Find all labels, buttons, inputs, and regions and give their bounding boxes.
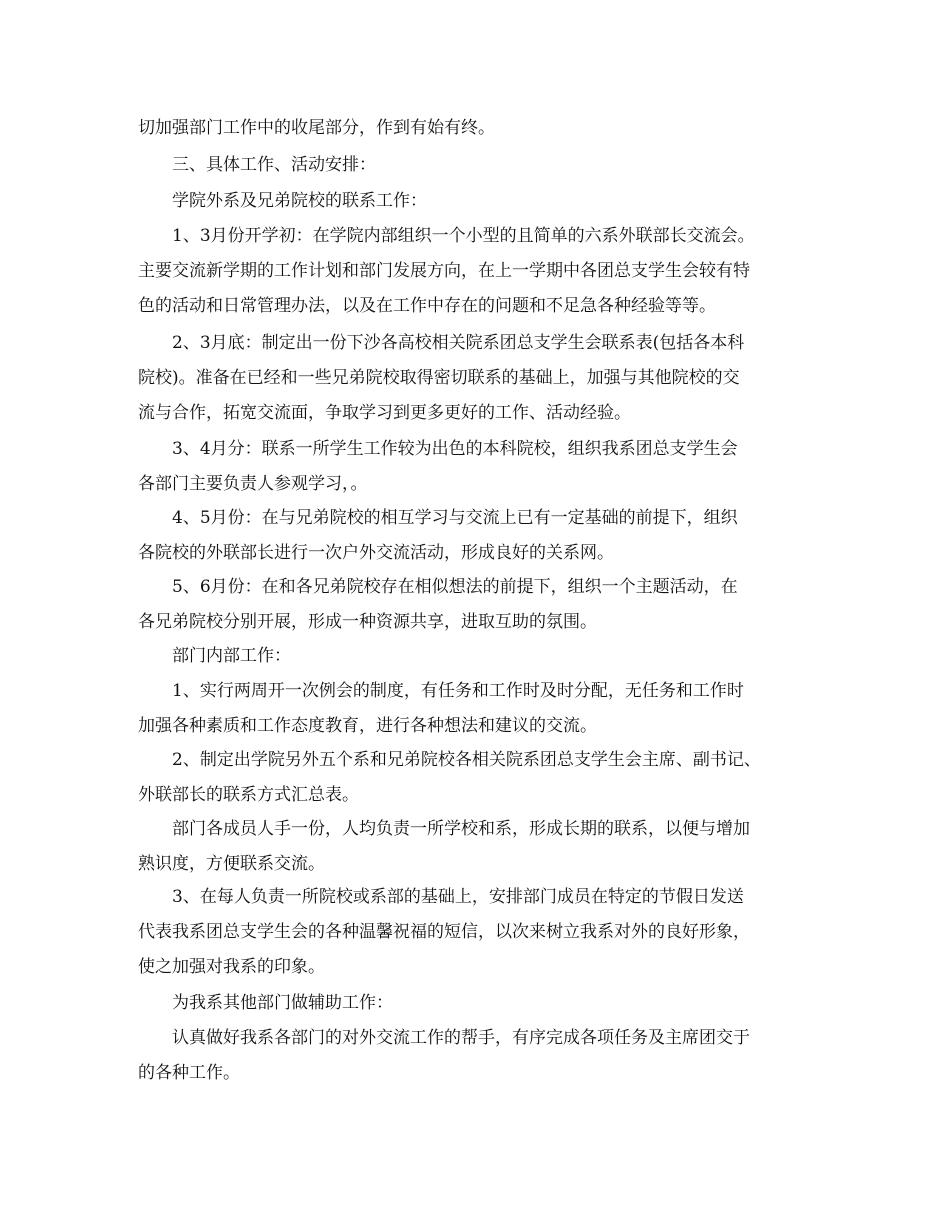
text-line: 2、制定出学院另外五个系和兄弟院校各相关院系团总支学生会主席、副书记、 xyxy=(172,750,761,770)
text-line: 各兄弟院校分别开展，形成一种资源共享，进取互助的氛围。 xyxy=(138,612,597,632)
text-line: 三、具体工作、活动安排： xyxy=(172,155,376,175)
text-line: 代表我系团总支学生会的各种温馨祝福的短信，以次来树立我系对外的良好形象， xyxy=(138,922,750,942)
text-line: 为我系其他部门做辅助工作： xyxy=(172,993,393,1013)
text-line: 流与合作，拓宽交流面，争取学习到更多更好的工作、活动经验。 xyxy=(138,403,631,423)
text-line: 4、5月份：在与兄弟院校的相互学习与交流上已有一定基础的前提下，组织 xyxy=(172,508,738,528)
text-line: 院校)。准备在已经和一些兄弟院校取得密切联系的基础上，加强与其他院校的交 xyxy=(138,368,740,388)
text-line: 部门各成员人手一份，人均负责一所学校和系，形成长期的联系，以便与增加 xyxy=(172,819,750,839)
text-line: 认真做好我系各部门的对外交流工作的帮手，有序完成各项任务及主席团交于 xyxy=(172,1028,750,1048)
text-line: 色的活动和日常管理办法，以及在工作中存在的问题和不足急各种经验等等。 xyxy=(138,296,716,316)
text-line: 熟识度，方便联系交流。 xyxy=(138,854,325,874)
text-line: 各部门主要负责人参观学习，。 xyxy=(138,474,368,494)
text-line: 学院外系及兄弟院校的联系工作： xyxy=(172,191,427,211)
text-line: 5、6月份：在和各兄弟院校存在相似想法的前提下，组织一个主题活动，在 xyxy=(172,577,738,597)
text-line: 各院校的外联部长进行一次户外交流活动，形成良好的关系网。 xyxy=(138,543,614,563)
text-line: 3、4月分：联系一所学生工作较为出色的本科院校，组织我系团总支学生会 xyxy=(172,439,738,459)
text-line: 使之加强对我系的印象。 xyxy=(138,957,325,977)
text-line: 主要交流新学期的工作计划和部门发展方向，在上一学期中各团总支学生会较有特 xyxy=(138,261,750,281)
text-line: 2、3月底：制定出一份下沙各高校相关院系团总支学生会联系表(包括各本科 xyxy=(172,333,745,353)
text-line: 1、3月份开学初：在学院内部组织一个小型的且简单的六系外联部长交流会。 xyxy=(172,226,755,246)
text-line: 切加强部门工作中的收尾部分，作到有始有终。 xyxy=(138,118,495,138)
text-line: 的各种工作。 xyxy=(138,1063,240,1083)
text-line: 部门内部工作： xyxy=(172,646,291,666)
text-line: 3、在每人负责一所院校或系部的基础上，安排部门成员在特定的节假日发送 xyxy=(172,887,744,907)
text-line: 1、实行两周开一次例会的制度，有任务和工作时及时分配，无任务和工作时 xyxy=(172,681,744,701)
text-line: 外联部长的联系方式汇总表。 xyxy=(138,785,359,805)
text-line: 加强各种素质和工作态度教育，进行各种想法和建议的交流。 xyxy=(138,716,597,736)
